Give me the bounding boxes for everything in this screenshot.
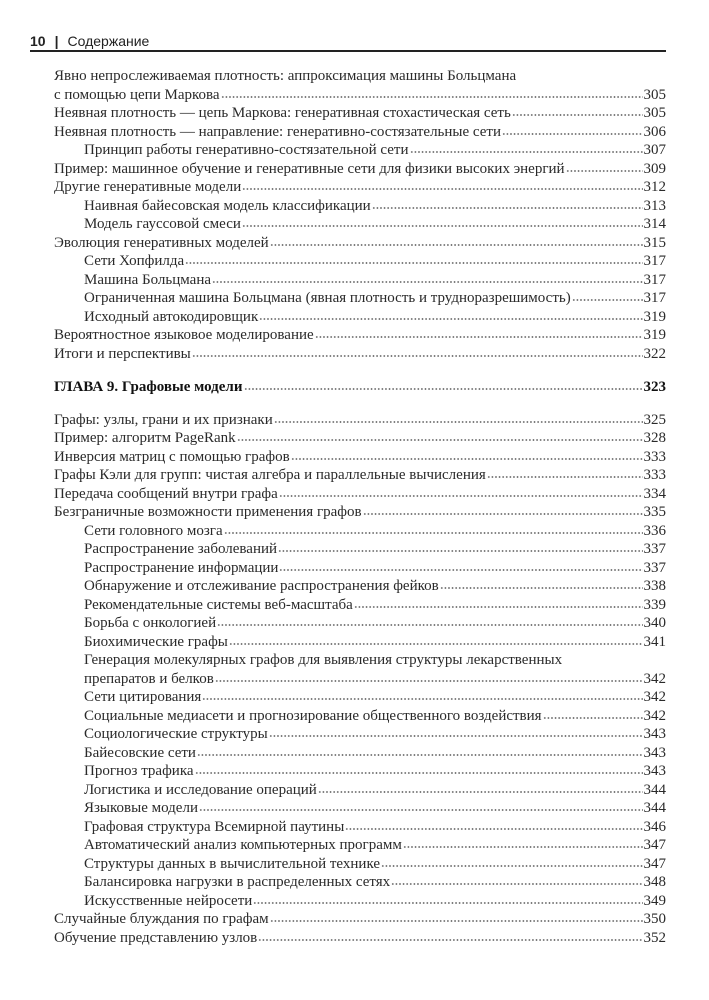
toc-entry-title: Балансировка нагрузки в распределенных сетях	[84, 874, 391, 890]
toc-entry-title: Логистика и исследование операций	[84, 781, 317, 798]
toc-page-number: 340	[643, 615, 666, 631]
toc-entry-title: Эволюция генеративных моделей	[54, 234, 269, 251]
toc-entry[interactable]	[54, 104, 666, 123]
dot-leader	[345, 828, 642, 830]
toc-entry-title: Графовая структура Всемирной паутины	[84, 818, 345, 835]
toc-page-number: 313	[643, 197, 666, 214]
dot-leader	[372, 207, 643, 209]
toc-entry-title: препаратов и белков	[84, 670, 214, 687]
toc-entry-title: Социальные медиасети и прогнозирование общественного воздействия	[84, 707, 542, 724]
dot-leader	[543, 717, 643, 719]
toc-page-number: 343	[643, 726, 666, 742]
toc-page-number: 307	[643, 142, 666, 158]
dot-leader	[185, 262, 642, 264]
toc-entry[interactable]	[54, 215, 666, 234]
toc-entry-title: Распространение заболеваний	[84, 541, 278, 557]
toc-entry[interactable]	[54, 596, 666, 615]
toc-entry[interactable]	[54, 910, 666, 929]
toc-entry-title: Пример: машинное обучение и генеративные сети для физики высоких энергий	[54, 160, 565, 177]
toc-entry[interactable]	[54, 559, 666, 578]
dot-leader	[221, 96, 643, 98]
dot-leader	[502, 133, 643, 135]
dot-leader	[269, 735, 643, 737]
toc-entry[interactable]	[54, 345, 666, 364]
toc-page-number: 337	[643, 541, 666, 557]
toc-entry[interactable]	[54, 522, 666, 541]
running-header	[30, 33, 666, 52]
toc-entry[interactable]	[54, 503, 666, 522]
toc-entry[interactable]	[54, 540, 666, 559]
dot-leader	[202, 698, 642, 700]
toc-entry[interactable]	[54, 308, 666, 327]
dot-leader	[195, 772, 643, 774]
toc-entry-title: Графы: узлы, грани и их признаки	[54, 411, 273, 428]
toc-entry[interactable]	[54, 855, 666, 874]
header-title: Содержание	[67, 33, 150, 49]
toc-entry[interactable]	[54, 577, 666, 596]
toc-page-number: 339	[643, 596, 666, 613]
dot-leader	[224, 532, 643, 534]
toc-chapter[interactable]	[54, 378, 666, 397]
toc-page-number: 323	[643, 379, 666, 395]
toc-page-number: 333	[643, 467, 666, 483]
toc-page-number: 322	[643, 345, 666, 362]
toc-entry-title: Языковые модели	[84, 800, 198, 816]
toc-entry-title-line: Генерация молекулярных графов для выявления структуры лекарственных	[84, 652, 563, 668]
toc-entry-title: Обучение представлению узлов	[54, 929, 258, 946]
dot-leader	[212, 281, 642, 283]
toc-entry[interactable]	[54, 252, 666, 271]
toc-page-number: 342	[643, 670, 666, 687]
dot-leader	[278, 550, 642, 552]
toc-page-number: 312	[643, 179, 666, 195]
dot-leader	[242, 188, 642, 190]
toc-page-number: 319	[643, 308, 666, 325]
toc-entry[interactable]	[54, 289, 666, 308]
toc-entry[interactable]	[54, 326, 666, 345]
toc-page-number: 347	[643, 855, 666, 872]
toc-page-number: 325	[643, 411, 666, 428]
toc-entry[interactable]	[54, 448, 666, 467]
toc-entry-title: Инверсия матриц с помощью графов	[54, 448, 290, 465]
toc-entry-title: Биохимические графы	[84, 633, 228, 650]
toc-entry-title: Обнаружение и отслеживание распространения фейков	[84, 578, 439, 594]
toc-entry[interactable]	[54, 614, 666, 633]
toc-entry-title: Борьба с онкологией	[84, 615, 217, 631]
dot-leader	[391, 883, 642, 885]
toc-page-number: 317	[643, 271, 666, 288]
dot-leader	[217, 624, 642, 626]
toc-entry-title: Ограниченная машина Больцмана (явная плотность и трудноразрешимость)	[84, 290, 571, 306]
toc-entry[interactable]	[54, 67, 666, 104]
toc-page-number: 347	[643, 837, 666, 853]
dot-leader	[244, 388, 643, 390]
dot-leader	[258, 939, 642, 941]
toc-entry-title: Социологические структуры	[84, 726, 268, 742]
dot-leader	[242, 225, 643, 227]
toc-entry[interactable]	[54, 160, 666, 179]
toc-entry-title: Исходный автокодировщик	[84, 308, 259, 325]
toc-entry-title: Вероятностное языковое моделирование	[54, 327, 314, 343]
toc-page-number: 350	[643, 911, 666, 927]
toc-entry[interactable]	[54, 873, 666, 892]
toc-entry[interactable]	[54, 929, 666, 948]
toc-entry[interactable]	[54, 197, 666, 216]
toc-page-number: 335	[643, 504, 666, 520]
toc-entry-title: Байесовские сети	[84, 744, 196, 761]
toc-entry[interactable]	[54, 178, 666, 197]
dot-leader	[291, 458, 643, 460]
toc-entry-title: Сети цитирования	[84, 689, 202, 705]
dot-leader	[274, 421, 643, 423]
dot-leader	[512, 114, 643, 116]
dot-leader	[572, 299, 643, 301]
toc-page-number: 336	[643, 522, 666, 539]
toc-page-number: 341	[643, 633, 666, 650]
toc-page-number: 333	[643, 448, 666, 465]
dot-leader	[270, 244, 643, 246]
toc-page-number: 305	[643, 86, 666, 103]
toc-entry[interactable]	[54, 688, 666, 707]
toc-entry[interactable]	[54, 799, 666, 818]
toc-entry[interactable]	[54, 234, 666, 253]
toc-entry-title: Прогноз трафика	[84, 763, 194, 779]
toc-page-number: 306	[643, 123, 666, 140]
dot-leader	[259, 318, 642, 320]
toc-entry-title: Неявная плотность — цепь Маркова: генеративная стохастическая сеть	[54, 105, 511, 121]
toc-entry-title: Распространение информации	[84, 559, 279, 576]
toc-page-number: 352	[643, 929, 666, 946]
dot-leader	[354, 606, 643, 608]
toc-page-number: 343	[643, 763, 666, 779]
toc-entry[interactable]	[54, 744, 666, 763]
dot-leader	[403, 846, 643, 848]
toc-entry-title: Передача сообщений внутри графа	[54, 485, 278, 502]
dot-leader	[410, 151, 643, 153]
toc-entry[interactable]	[54, 651, 666, 688]
toc-page-number: 343	[643, 744, 666, 761]
page-number: 10	[30, 33, 46, 49]
toc-entry-title: с помощью цепи Маркова	[54, 86, 220, 103]
toc-page-number: 348	[643, 874, 666, 890]
toc-page-number: 337	[643, 559, 666, 576]
toc-entry-title: Сети Хопфилда	[84, 253, 185, 269]
toc-entry-title: Безграничные возможности применения графов	[54, 504, 362, 520]
toc-entry[interactable]	[54, 818, 666, 837]
toc-entry[interactable]	[54, 892, 666, 911]
toc-page-number: 349	[643, 892, 666, 909]
toc-page-number: 346	[643, 818, 666, 835]
dot-leader	[197, 754, 643, 756]
toc-entry-title: Автоматический анализ компьютерных программ	[84, 837, 402, 853]
toc-entry[interactable]	[54, 271, 666, 290]
toc-entry[interactable]	[54, 762, 666, 781]
toc-entry[interactable]	[54, 411, 666, 430]
toc-entry-title: Сети головного мозга	[84, 522, 223, 539]
dot-leader	[566, 170, 643, 172]
toc-entry[interactable]	[54, 633, 666, 652]
toc-page-number: 315	[643, 234, 666, 251]
dot-leader	[440, 587, 643, 589]
toc-page-number: 314	[643, 216, 666, 232]
dot-leader	[253, 902, 642, 904]
toc-page-number: 344	[643, 781, 666, 798]
toc-page-number: 342	[643, 689, 666, 705]
dot-leader	[237, 439, 643, 441]
toc-entry[interactable]	[54, 141, 666, 160]
dot-leader	[270, 920, 643, 922]
toc-page-number: 317	[643, 290, 666, 306]
table-of-contents	[54, 67, 666, 947]
dot-leader	[215, 680, 643, 682]
toc-entry-title: Рекомендательные системы веб-масштаба	[84, 596, 353, 613]
toc-entry-title: Искусственные нейросети	[84, 892, 253, 909]
dot-leader	[199, 809, 643, 811]
dot-leader	[229, 643, 643, 645]
toc-entry[interactable]	[54, 781, 666, 800]
toc-page-number: 338	[643, 578, 666, 594]
toc-entry-title: Графы Кэли для групп: чистая алгебра и параллельные вычисления	[54, 467, 486, 483]
toc-page-number: 334	[643, 485, 666, 502]
toc-entry-title: ГЛАВА 9. Графовые модели	[54, 379, 243, 395]
header-separator: |	[54, 33, 59, 49]
toc-entry-title: Итоги и перспективы	[54, 345, 191, 362]
toc-page-number: 305	[643, 105, 666, 121]
toc-page-number: 344	[643, 800, 666, 816]
toc-page-number: 342	[643, 707, 666, 724]
toc-page-number: 317	[643, 253, 666, 269]
dot-leader	[192, 355, 643, 357]
toc-page-number: 319	[643, 327, 666, 343]
toc-entry[interactable]	[54, 466, 666, 485]
toc-entry[interactable]	[54, 707, 666, 726]
toc-entry-title: Пример: алгоритм PageRank	[54, 430, 236, 446]
dot-leader	[318, 791, 643, 793]
toc-entry[interactable]	[54, 485, 666, 504]
toc-entry[interactable]	[54, 123, 666, 142]
dot-leader	[381, 865, 642, 867]
dot-leader	[279, 569, 642, 571]
dot-leader	[487, 476, 643, 478]
toc-page-number: 328	[643, 430, 666, 446]
dot-leader	[279, 495, 643, 497]
toc-entry-title: Машина Больцмана	[84, 271, 212, 288]
toc-entry-title: Принцип работы генеративно-состязательной сети	[84, 142, 409, 158]
toc-entry[interactable]	[54, 725, 666, 744]
toc-entry-title: Случайные блуждания по графам	[54, 911, 269, 927]
toc-page-number: 309	[643, 160, 666, 177]
dot-leader	[363, 513, 643, 515]
toc-entry[interactable]	[54, 836, 666, 855]
toc-entry-title-line: Явно непрослеживаемая плотность: аппроксимация машины Больцмана	[54, 68, 517, 84]
dot-leader	[315, 336, 643, 338]
toc-entry-title: Другие генеративные модели	[54, 179, 242, 195]
toc-entry-title: Неявная плотность — направление: генеративно-состязательные сети	[54, 123, 501, 140]
toc-entry[interactable]	[54, 429, 666, 448]
toc-entry-title: Структуры данных в вычислительной технике	[84, 855, 381, 872]
toc-entry-title: Модель гауссовой смеси	[84, 216, 241, 232]
toc-entry-title: Наивная байесовская модель классификации	[84, 197, 371, 214]
